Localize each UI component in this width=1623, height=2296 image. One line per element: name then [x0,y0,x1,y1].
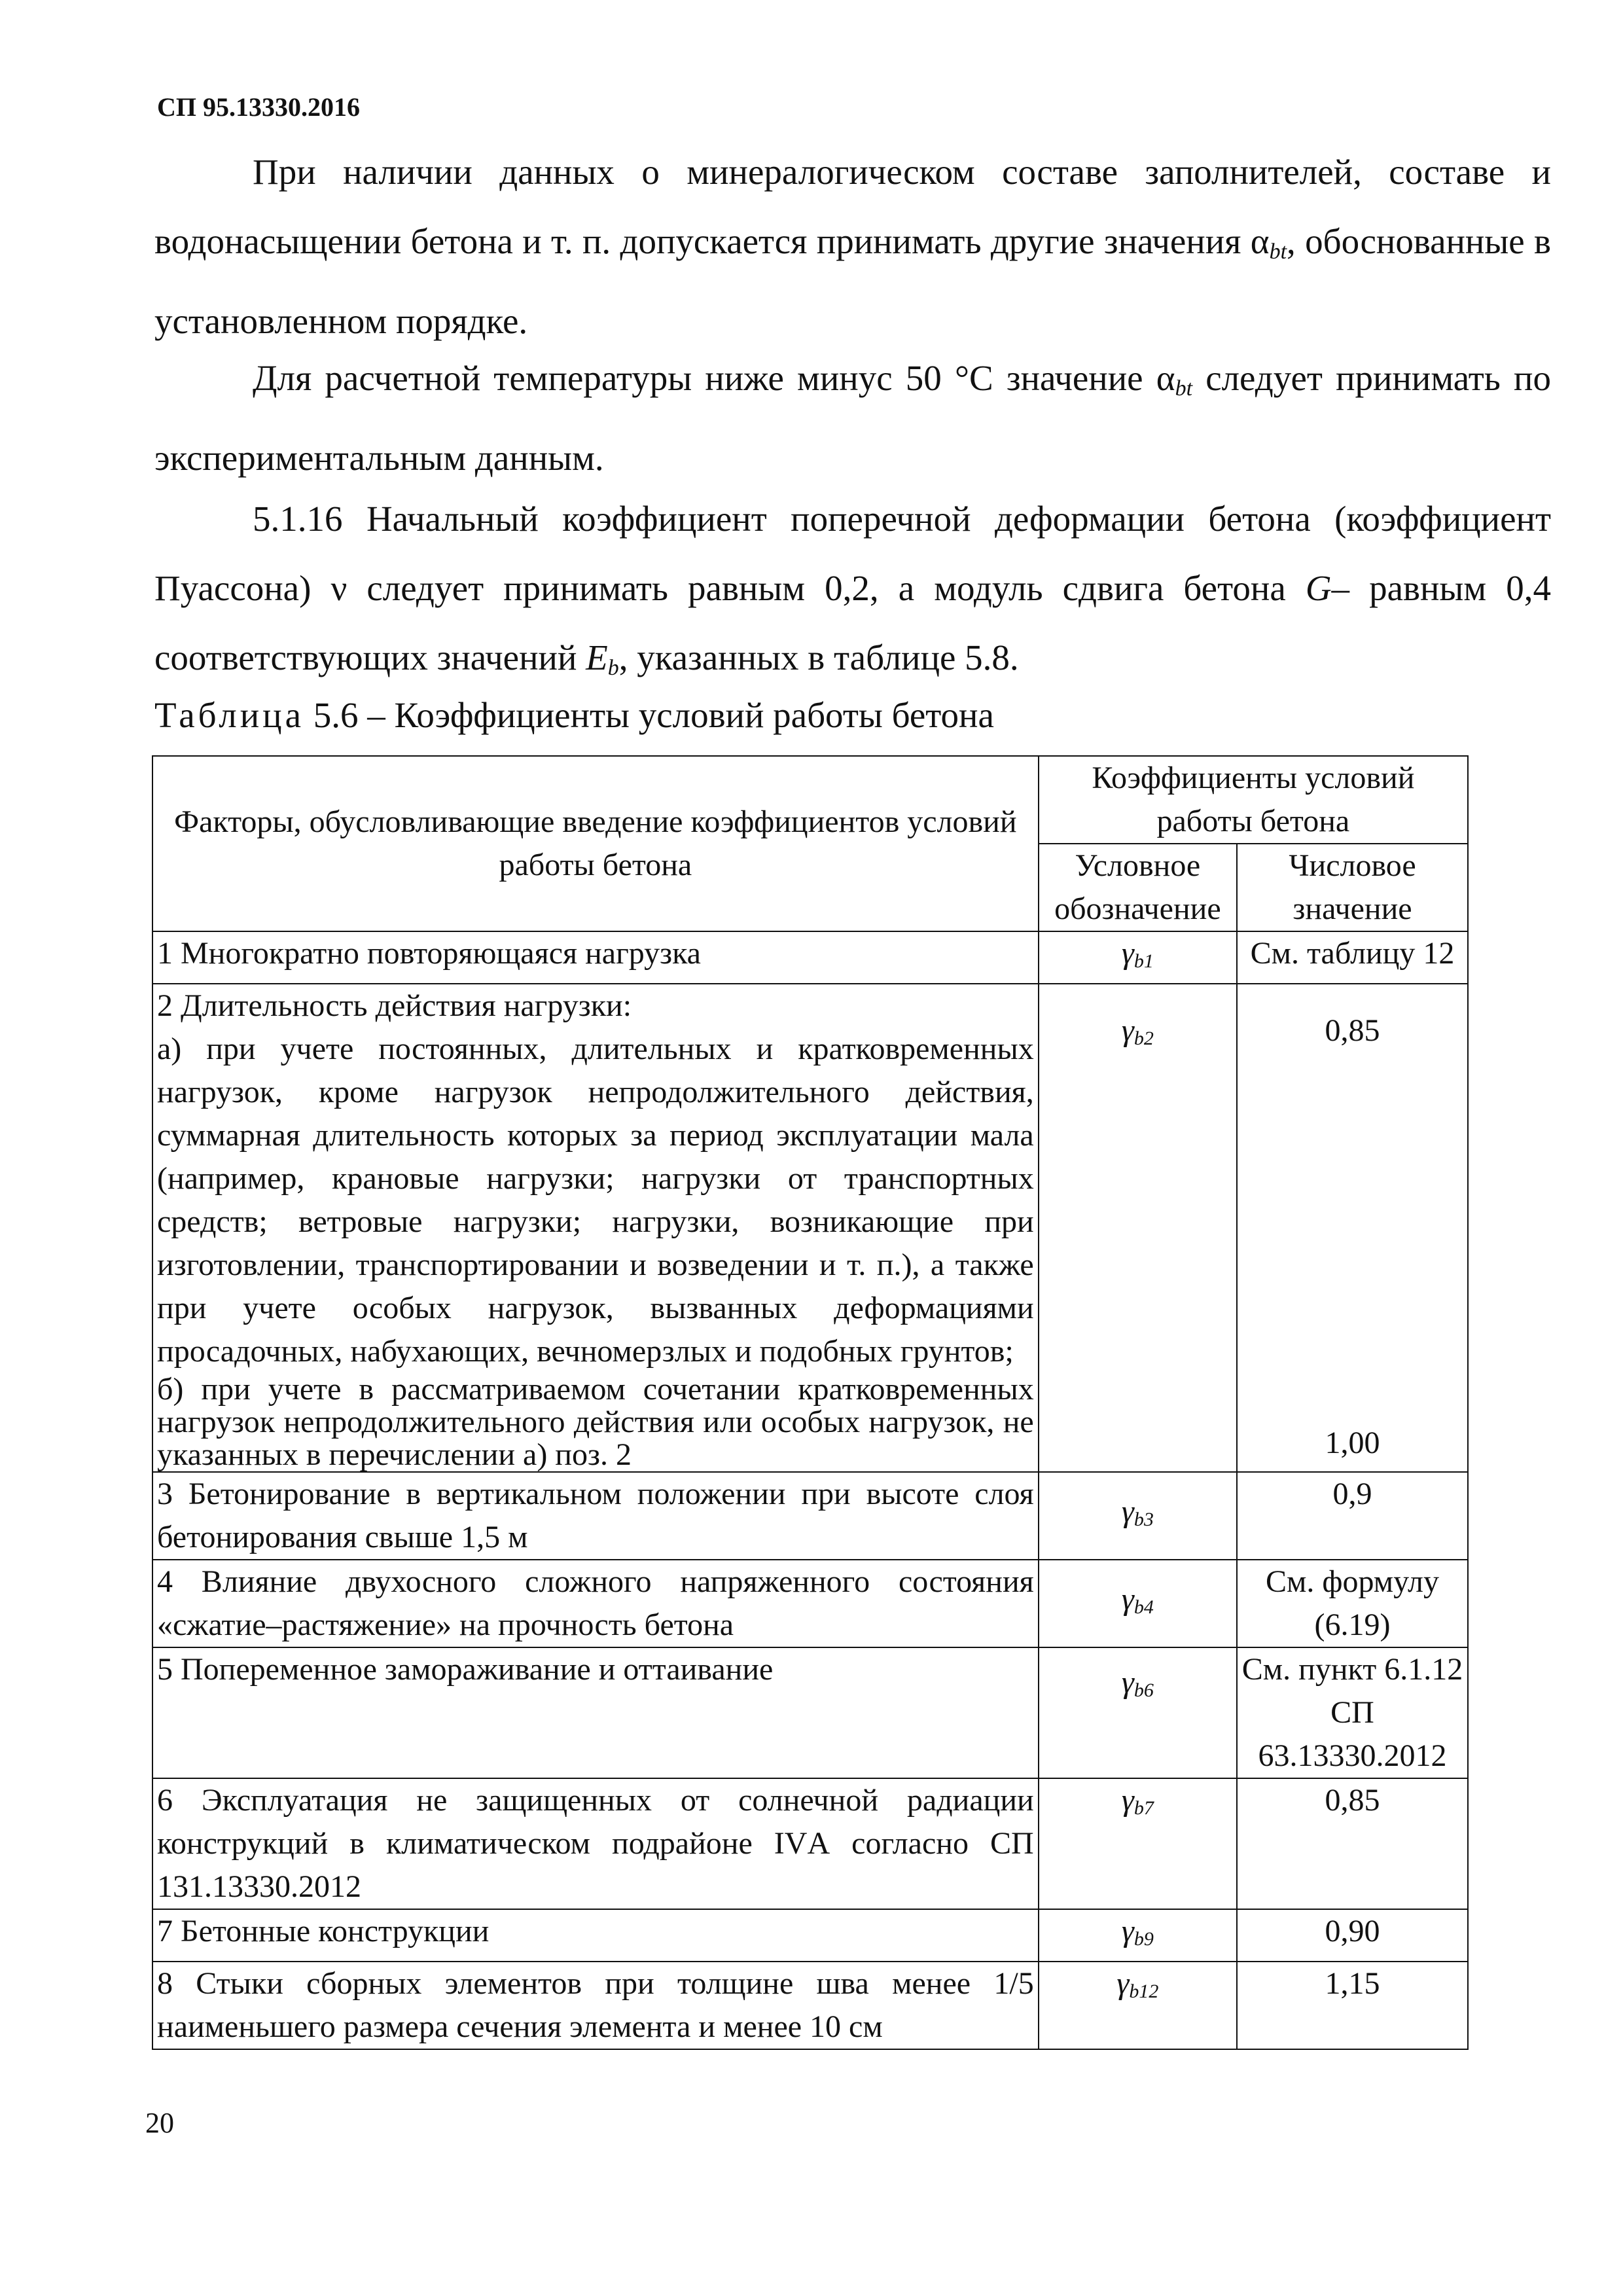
symbol-cell: γb6 [1039,1647,1237,1778]
factor-cell: 3 Бетонирование в вертикальном положении при высоте слоя бетонирования свыше 1,5 м [152,1472,1039,1560]
value-cell: См. формулу (6.19) [1237,1560,1468,1647]
value-cell: См. пункт 6.1.12 СП 63.13330.2012 [1237,1647,1468,1778]
symbol-cell: γb9 [1039,1909,1237,1962]
header-value: Числовое значение [1237,844,1468,931]
symbol-cell: γb7 [1039,1778,1237,1909]
factor-item-b: б) при учете в рассматриваемом сочетании кратковременных нагрузок непродолжительного действия или особых нагрузок, не указанных в перечислении а) поз. 2 [157,1372,1034,1472]
factor-cell: 1 Многократно повторяющаяся нагрузка [152,931,1039,984]
symbol-cell: γb2 [1039,984,1237,1472]
table-row [152,1778,1468,1909]
value-cell [1237,984,1468,1472]
factor-cell: 8 Стыки сборных элементов при толщине шва менее 1/5 наименьшего размера сечения элемента и менее 10 см [152,1962,1039,2049]
table-row [152,1472,1468,1560]
factor-item-a: а) при учете постоянных, длительных и кратковременных нагрузок, кроме нагрузок непродолжительного действия, суммарная длительность которых за период эксплуатации мала (например, крановые нагрузки; нагрузки от транспортных средств; ветровые нагрузки; нагрузки, возникающие при изготовлении, транспортировании и возведении и т. п.), а также при учете особых нагрузок, вызванных деформациями просадочных, набухающих, вечномерзлых и подобных грунтов; [157,1031,1034,1369]
paragraph-5-1-16: 5.1.16 Начальный коэффициент поперечной деформации бетона (коэффициент Пуассона) ν следует принимать равным 0,2, а модуль сдвига бетона G– равным 0,4 соответствующих значений $E_b$, указанных в таблице 5.8. [154,499,1551,680]
table-row [152,1647,1468,1778]
paragraph-low-temperature: Для расчетной температуры ниже минус 50 °С значение $\alpha_{bt}$ следует принимать по экспериментальным данным. [154,358,1551,478]
value-cell: 0,85 [1237,1778,1468,1909]
paragraph-mineral-composition: При наличии данных о минералогическом составе заполнителей, составе и водонасыщении бетона и т. п. допускается принимать другие значения $\alpha_{bt}$, обоснованные в установленном порядке. [154,152,1551,341]
header-coefficients: Коэффициенты условий работы бетона [1039,756,1468,844]
table-caption: Таблица 5.6 – Коэффициенты условий работы бетона [154,695,994,735]
value-cell: 0,90 [1237,1909,1468,1962]
symbol-cell: γb3 [1039,1472,1237,1560]
table-row [152,1909,1468,1962]
symbol-cell: γb12 [1039,1962,1237,2049]
factor-cell: 6 Эксплуатация не защищенных от солнечной радиации конструкций в климатическом подрайоне IVА согласно СП 131.13330.2012 [152,1778,1039,1909]
value-b: 1,00 [1325,1426,1380,1460]
value-cell: См. таблицу 12 [1237,931,1468,984]
table-row [152,1560,1468,1647]
value-cell: 0,9 [1237,1472,1468,1560]
value-cell: 1,15 [1237,1962,1468,2049]
table-row [152,984,1468,1472]
symbol-cell: γb1 [1039,931,1237,984]
document-code: СП 95.13330.2016 [157,92,360,122]
factor-title: 2 Длительность действия нагрузки: [157,988,632,1023]
factor-cell: 4 Влияние двухосного сложного напряженного состояния «сжатие–растяжение» на прочность бетона [152,1560,1039,1647]
page-number: 20 [145,2107,174,2139]
factor-cell: 7 Бетонные конструкции [152,1909,1039,1962]
symbol-cell: γb4 [1039,1560,1237,1647]
header-factors: Факторы, обусловливающие введение коэффициентов условий работы бетона [152,756,1039,931]
factor-cell: 5 Попеременное замораживание и оттаивание [152,1647,1039,1778]
table-row [152,931,1468,984]
table-row [152,1962,1468,2049]
table-header-row [152,756,1468,844]
value-a: 0,85 [1325,1013,1380,1048]
coefficients-table [152,755,1469,2050]
header-symbol: Условное обозначение [1039,844,1237,931]
factor-cell [152,984,1039,1472]
